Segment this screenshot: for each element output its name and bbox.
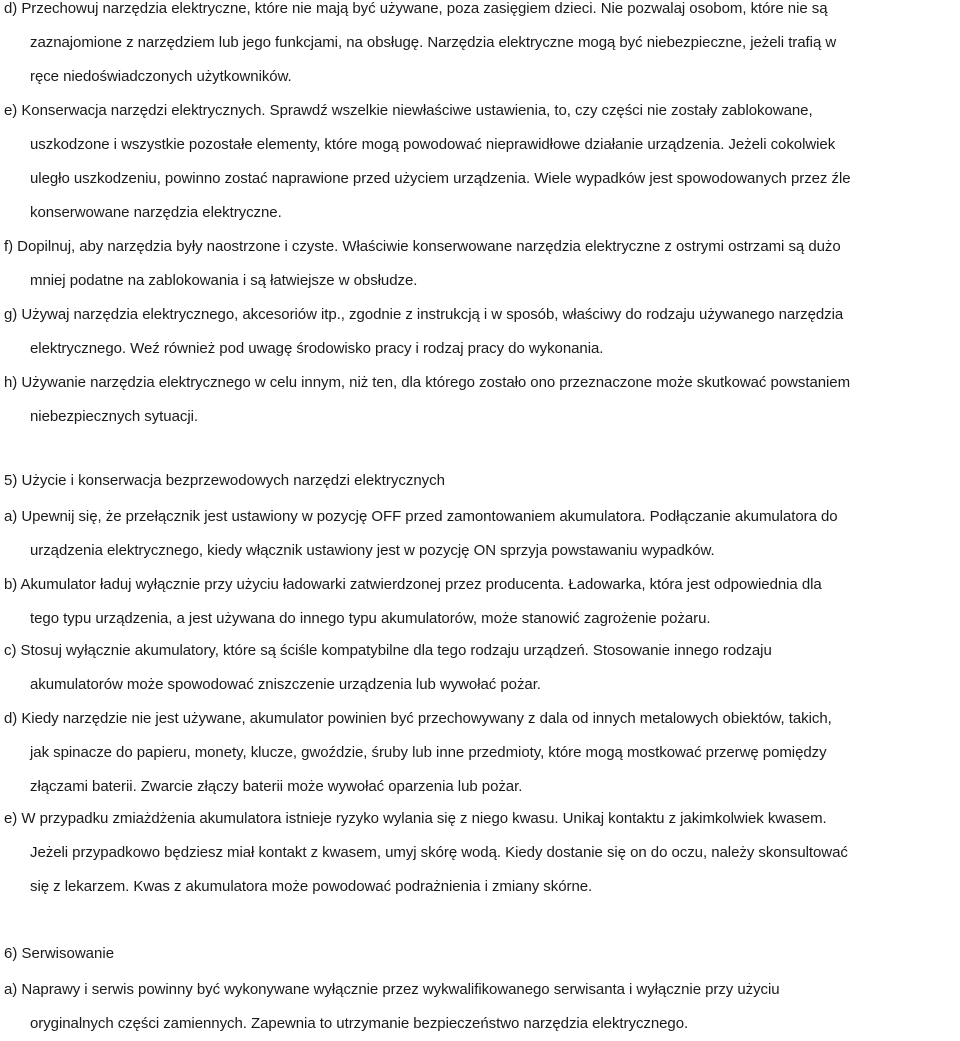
text-line: a) Upewnij się, że przełącznik jest ustawiony w pozycję OFF przed zamontowaniem akumulatora. Podłączanie akumulatora do <box>4 508 838 525</box>
text-line: d) Przechowuj narzędzia elektryczne, które nie mają być używane, poza zasięgiem dzieci. Nie pozwalaj osobom, które nie są <box>4 0 828 17</box>
text-line: mniej podatne na zablokowania i są łatwiejsze w obsłudze. <box>30 272 418 289</box>
text-line: g) Używaj narzędzia elektrycznego, akcesoriów itp., zgodnie z instrukcją i w sposób, właściwy do rodzaju używanego narzędzia <box>4 306 844 323</box>
text-line: d) Kiedy narzędzie nie jest używane, akumulator powinien być przechowywany z dala od innych metalowych obiektów, takich, <box>4 710 832 727</box>
text-line: f) Dopilnuj, aby narzędzia były naostrzone i czyste. Właściwie konserwowane narzędzia elektryczne z ostrymi ostrzami są dużo <box>4 238 841 255</box>
paragraph-g-usage <box>4 298 956 366</box>
paragraph-5b-charger <box>4 568 956 636</box>
text-line: elektrycznego. Weź również pod uwagę środowisko pracy i rodzaj pracy do wykonania. <box>30 340 604 357</box>
paragraph-h-misuse <box>4 366 956 434</box>
section-6-title: 6) Serwisowanie <box>4 945 115 962</box>
text-line: się z lekarzem. Kwas z akumulatora może powodować podrażnienia i zmiany skórne. <box>30 878 593 895</box>
text-line: zaznajomione z narzędziem lub jego funkcjami, na obsługę. Narzędzia elektryczne mogą być niebezpieczne, jeżeli trafią w <box>30 34 837 51</box>
text-line: ręce niedoświadczonych użytkowników. <box>30 68 292 85</box>
text-line: złączami baterii. Zwarcie złączy baterii może wywołać oparzenia lub pożar. <box>30 778 523 795</box>
paragraph-d-storage <box>4 0 956 94</box>
paragraph-f-sharpening <box>4 230 956 298</box>
paragraph-5d-storage <box>4 702 956 804</box>
text-line: b) Akumulator ładuj wyłącznie przy użyciu ładowarki zatwierdzonej przez producenta. Ładowarka, która jest odpowiednia dla <box>4 576 822 593</box>
text-line: niebezpiecznych sytuacji. <box>30 408 199 425</box>
paragraph-e-maintenance <box>4 94 956 230</box>
text-line: uszkodzone i wszystkie pozostałe elementy, które mogą powodować nieprawidłowe działanie urządzenia. Jeżeli cokolwiek <box>30 136 836 153</box>
text-line: h) Używanie narzędzia elektrycznego w celu innym, niż ten, dla którego zostało ono przeznaczone może skutkować powstaniem <box>4 374 851 391</box>
text-line: tego typu urządzenia, a jest używana do innego typu akumulatorów, może stanowić zagrożenie pożaru. <box>30 610 711 627</box>
text-line: jak spinacze do papieru, monety, klucze, gwoździe, śruby lub inne przedmioty, które mogą mostkować przerwę pomiędzy <box>30 744 827 761</box>
text-line: e) Konserwacja narzędzi elektrycznych. Sprawdź wszelkie niewłaściwe ustawienia, to, czy części nie zostały zablokowane, <box>4 102 813 119</box>
text-line: urządzenia elektrycznego, kiedy włącznik ustawiony jest w pozycję ON sprzyja powstawaniu wypadków. <box>30 542 715 559</box>
paragraph-5e-acid <box>4 802 956 904</box>
text-line: c) Stosuj wyłącznie akumulatory, które są ściśle kompatybilne dla tego rodzaju urządzeń. Stosowanie innego rodzaju <box>4 642 772 659</box>
text-line: e) W przypadku zmiażdżenia akumulatora istnieje ryzyko wylania się z niego kwasu. Unikaj kontaktu z jakimkolwiek kwasem. <box>4 810 827 827</box>
text-line: akumulatorów może spowodować zniszczenie urządzenia lub wywołać pożar. <box>30 676 541 693</box>
text-line: oryginalnych części zamiennych. Zapewnia to utrzymanie bezpieczeństwo narzędzia elektrycznego. <box>30 1015 689 1032</box>
paragraph-5c-batteries <box>4 634 956 702</box>
section-5-title: 5) Użycie i konserwacja bezprzewodowych narzędzi elektrycznych <box>4 472 446 489</box>
text-line: a) Naprawy i serwis powinny być wykonywane wyłącznie przez wykwalifikowanego serwisanta i wyłącznie przy użyciu <box>4 981 780 998</box>
text-line: konserwowane narzędzia elektryczne. <box>30 204 282 221</box>
paragraph-6a-service <box>4 973 956 1041</box>
text-line: Jeżeli przypadkowo będziesz miał kontakt z kwasem, umyj skórę wodą. Kiedy dostanie się on do oczu, należy skonsultować <box>30 844 848 861</box>
text-line: uległo uszkodzeniu, powinno zostać naprawione przed użyciem urządzenia. Wiele wypadków jest spowodowanych przez źle <box>30 170 851 187</box>
paragraph-5a-switch <box>4 500 956 568</box>
